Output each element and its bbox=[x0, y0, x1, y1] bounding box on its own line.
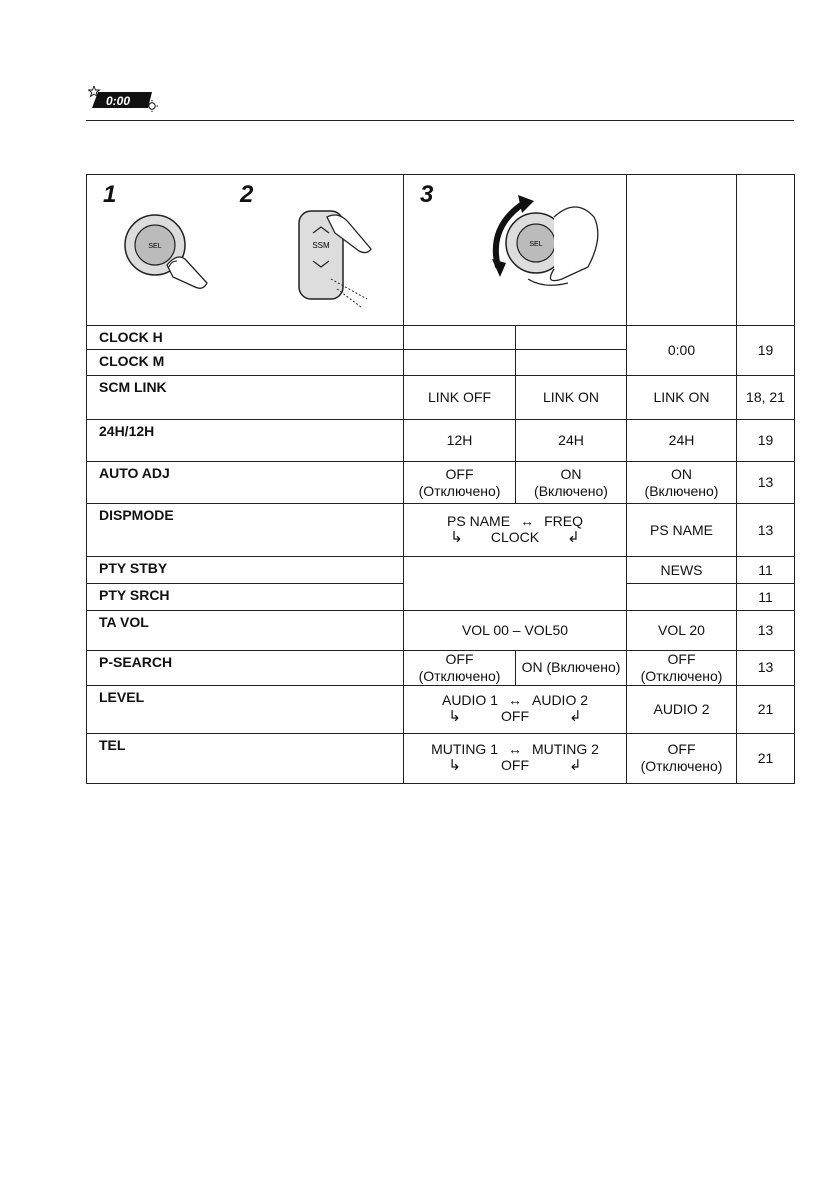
ssm-label: SSM bbox=[312, 241, 330, 250]
corner-arrow-icon: ↲ bbox=[569, 757, 582, 775]
header-rule bbox=[86, 120, 794, 121]
page-ref: 21 bbox=[737, 685, 795, 733]
page-ref: 13 bbox=[737, 651, 795, 686]
page-ref: 13 bbox=[737, 462, 795, 504]
step-3-cell bbox=[404, 175, 627, 326]
control-dial-rotate-illustration bbox=[484, 187, 624, 307]
option-cycle: AUDIO 1 ↔ AUDIO 2 ↳ OFF ↲ bbox=[404, 685, 627, 733]
default-column-header bbox=[627, 175, 737, 326]
item-level: LEVEL bbox=[87, 685, 404, 733]
option-cycle: PS NAME ↔ FREQ ↳ CLOCK ↲ bbox=[404, 504, 627, 557]
default-value: NEWS bbox=[627, 557, 737, 584]
double-arrow-icon: ↔ bbox=[508, 691, 522, 708]
page-ref: 11 bbox=[737, 584, 795, 611]
double-arrow-icon: ↔ bbox=[508, 740, 522, 757]
steps-1-2-cell bbox=[87, 175, 404, 326]
item-pty-srch: PTY SRCH bbox=[87, 584, 404, 611]
option-2: ON (Включено) bbox=[516, 651, 627, 686]
table-row bbox=[87, 557, 795, 584]
default-value: AUDIO 2 bbox=[627, 685, 737, 733]
default-value: PS NAME bbox=[627, 504, 737, 557]
default-value: OFF (Отключено) bbox=[627, 733, 737, 783]
illustration-row bbox=[87, 175, 795, 326]
sel-button-press-illustration bbox=[117, 205, 227, 295]
page-ref: 21 bbox=[737, 733, 795, 783]
corner-arrow-icon: ↲ bbox=[567, 529, 580, 547]
ssm-button-press-illustration bbox=[287, 203, 397, 313]
item-auto-adj: AUTO ADJ bbox=[87, 462, 404, 504]
option-1: OFF (Отключено) bbox=[404, 462, 516, 504]
sel-label: SEL bbox=[529, 241, 543, 248]
option-1: OFF (Отключено) bbox=[404, 651, 516, 686]
default-clock: 0:00 bbox=[627, 326, 737, 376]
step-2-label: 2 bbox=[240, 181, 254, 208]
option-1: LINK OFF bbox=[404, 376, 516, 420]
item-tel: TEL bbox=[87, 733, 404, 783]
table-row bbox=[87, 611, 795, 651]
corner-arrow-icon: ↳ bbox=[450, 529, 463, 547]
page-ref: 13 bbox=[737, 504, 795, 557]
option-range: VOL 00 – VOL50 bbox=[404, 611, 627, 651]
table-row bbox=[87, 420, 795, 462]
option-1: 12H bbox=[404, 420, 516, 462]
default-value: 24H bbox=[627, 420, 737, 462]
table-row bbox=[87, 462, 795, 504]
clock-adjust-icon bbox=[88, 86, 160, 112]
table-row bbox=[87, 376, 795, 420]
item-clock-h: CLOCK H bbox=[87, 326, 404, 350]
double-arrow-icon: ↔ bbox=[520, 512, 535, 529]
table-row bbox=[87, 651, 795, 686]
page-ref: 18, 21 bbox=[737, 376, 795, 420]
table-row bbox=[87, 326, 795, 350]
option-2: 24H bbox=[516, 420, 627, 462]
item-ta-vol: TA VOL bbox=[87, 611, 404, 651]
item-24h-12h: 24H/12H bbox=[87, 420, 404, 462]
item-p-search: P-SEARCH bbox=[87, 651, 404, 686]
step-3-label: 3 bbox=[420, 181, 434, 208]
item-clock-m: CLOCK M bbox=[87, 350, 404, 376]
step-1-label: 1 bbox=[103, 181, 117, 208]
corner-arrow-icon: ↲ bbox=[569, 708, 582, 726]
default-value: LINK ON bbox=[627, 376, 737, 420]
option-2: ON (Включено) bbox=[516, 462, 627, 504]
table-row bbox=[87, 504, 795, 557]
corner-arrow-icon: ↳ bbox=[448, 757, 461, 775]
option-cycle: MUTING 1 ↔ MUTING 2 ↳ OFF ↲ bbox=[404, 733, 627, 783]
table-row bbox=[87, 733, 795, 783]
page-column-header bbox=[737, 175, 795, 326]
sel-label: SEL bbox=[148, 243, 162, 250]
option-2: LINK ON bbox=[516, 376, 627, 420]
clock-badge-text: 0:00 bbox=[105, 94, 131, 108]
corner-arrow-icon: ↳ bbox=[448, 708, 461, 726]
page-ref: 13 bbox=[737, 611, 795, 651]
table-row bbox=[87, 685, 795, 733]
item-dispmode: DISPMODE bbox=[87, 504, 404, 557]
page-ref: 19 bbox=[737, 420, 795, 462]
item-scm-link: SCM LINK bbox=[87, 376, 404, 420]
default-value: ON (Включено) bbox=[627, 462, 737, 504]
page-ref: 11 bbox=[737, 557, 795, 584]
page-clock: 19 bbox=[737, 326, 795, 376]
default-value: OFF (Отключено) bbox=[627, 651, 737, 686]
item-pty-stby: PTY STBY bbox=[87, 557, 404, 584]
default-value: VOL 20 bbox=[627, 611, 737, 651]
settings-table bbox=[86, 174, 795, 784]
